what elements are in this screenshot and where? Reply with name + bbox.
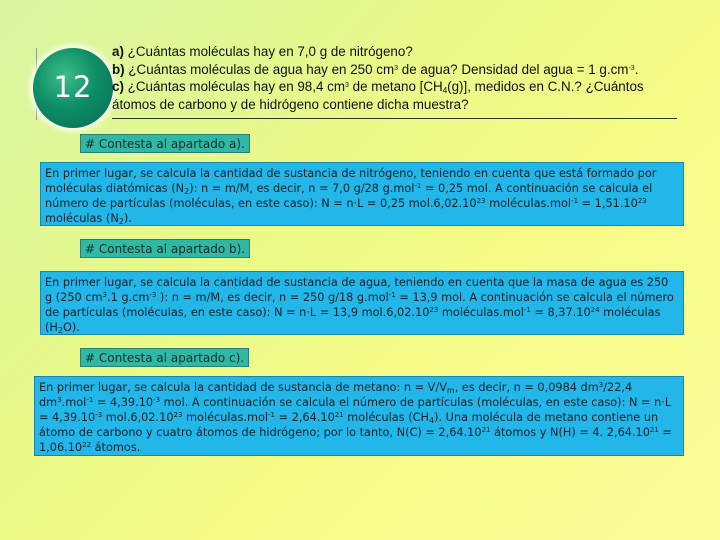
statement-c-text: ¿Cuántas moléculas hay en 98,4 cm — [127, 79, 345, 94]
statement-a-text: ¿Cuántas moléculas hay en 7,0 g de nitrógeno? — [127, 44, 413, 59]
superscript: 24 — [590, 306, 600, 314]
subscript: 2 — [184, 187, 190, 196]
subscript: m — [446, 386, 455, 395]
answer-text: moléculas (H — [45, 306, 661, 334]
section-c-answer — [34, 376, 684, 456]
superscript: -1 — [86, 396, 94, 404]
answer-text: moléculas.mol — [438, 306, 524, 319]
superscript: 3 — [394, 64, 399, 72]
superscript: 23 — [476, 197, 486, 205]
statement-a-tag: a) — [112, 44, 124, 59]
superscript: 3 — [57, 396, 62, 404]
answer-text: moléculas (N — [45, 212, 119, 225]
superscript: -1 — [268, 411, 275, 419]
answer-text: , es decir, n = 0,0984 dm — [454, 381, 599, 394]
superscript: 3 — [598, 381, 604, 389]
superscript: -3 — [628, 64, 635, 72]
statement-c-tag: c) — [112, 79, 124, 94]
answer-text: En primer lugar, se calcula la cantidad de sustancia de agua, teniendo en cuenta que la masa de agua es 250 g (250 cm — [45, 276, 669, 304]
answer-text: ). Una molécula de metano contiene un átomo de carbono y cuatro átomos de hidrógeno; por lo tanto, N(C) = 2,64.10 — [39, 411, 659, 439]
superscript: -1 — [414, 182, 422, 190]
problem-number: 12 — [53, 70, 93, 104]
statement-b — [112, 61, 684, 79]
problem-statement — [112, 43, 684, 113]
subscript: 2 — [57, 326, 63, 335]
answer-text: O). — [63, 321, 80, 334]
section-c-header: # Contesta al apartado c). — [80, 348, 249, 367]
statement-c-text: de metano [CH — [348, 79, 443, 94]
superscript: 21 — [649, 426, 659, 434]
statement-b-tag: b) — [112, 61, 125, 77]
superscript: -3 — [149, 291, 157, 299]
answer-text: mol. A continuación se calcula el número de partículas (moléculas, en este caso): N = n·L = 4,39.10 — [39, 396, 672, 424]
answer-text: .1 g.cm — [107, 291, 150, 304]
answer-text: moléculas (CH — [343, 411, 429, 424]
answer-text: = 2,64.10 — [275, 411, 335, 424]
answer-text: .mol — [61, 396, 87, 409]
statement-a — [112, 43, 684, 61]
answer-text: mol.6,02.10 — [102, 411, 174, 424]
answer-text: = 4,39.10 — [93, 396, 154, 409]
section-b-header: # Contesta al apartado b). — [80, 239, 250, 258]
subscript: 2 — [118, 217, 124, 226]
answer-text: moléculas.mol — [182, 411, 269, 424]
answer-text: ): n = m/M, es decir, n = 250 g/18 g.mol — [156, 291, 389, 304]
answer-text: En primer lugar, se calcula la cantidad de sustancia de nitrógeno, teniendo en cuenta que está formado por moléculas diatómicas (N — [45, 167, 657, 195]
superscript: -1 — [388, 291, 396, 299]
statement-b-text: de agua? Densidad del agua = 1 g.cm — [398, 61, 629, 77]
superscript: -3 — [95, 411, 103, 419]
superscript: 21 — [481, 426, 491, 434]
section-a-header: # Contesta al apartado a). — [80, 134, 250, 153]
superscript: 23 — [637, 197, 647, 205]
statement-b-text: ¿Cuántas moléculas de agua hay en 250 cm — [128, 61, 395, 77]
superscript: 3 — [345, 82, 349, 89]
superscript: 3 — [102, 291, 108, 299]
subscript: 4 — [429, 416, 435, 425]
statement-c-text: (g)], medidos en C.N.? ¿Cuántos átomos de carbono y de hidrógeno contiene dicha muestra? — [112, 79, 644, 112]
answer-text: /22,4 dm — [39, 381, 633, 409]
answer-text: ): n = m/M, es decir, n = 7,0 g/28 g.mol — [189, 182, 415, 195]
answer-text: moléculas.mol — [485, 197, 572, 210]
superscript: 23 — [173, 411, 183, 419]
statement-b-text: . — [634, 61, 639, 77]
answer-text: átomos y N(H) = 4. 2,64.10 — [490, 426, 650, 439]
answer-text: ). — [123, 212, 132, 225]
answer-text: = 0,25 mol. A continuación se calcula el número de partículas (moléculas, en este caso): N = n·L = 0,25 mol.6,02.10 — [45, 182, 653, 210]
subscript: 4 — [442, 86, 448, 95]
answer-text: átomos. — [91, 441, 141, 454]
statement-divider — [112, 118, 677, 119]
superscript: 22 — [82, 441, 92, 449]
problem-number-badge — [33, 48, 113, 128]
superscript: -1 — [523, 306, 531, 314]
answer-text: = 1,06.10 — [39, 426, 672, 454]
superscript: -3 — [153, 396, 161, 404]
superscript: -1 — [571, 197, 579, 205]
answer-text: = 13,9 mol. A continuación se calcula el número de partículas (moléculas, en este caso): N = n·L = 13,9 mol.6,02.10 — [45, 291, 674, 319]
answer-text: En primer lugar, se calcula la cantidad de sustancia de metano: n = V/V — [39, 381, 447, 394]
answer-text: = 1,51.10 — [578, 197, 638, 210]
section-b-answer — [40, 271, 684, 335]
superscript: 23 — [429, 306, 439, 314]
answer-text: = 8,37.10 — [530, 306, 591, 319]
superscript: 21 — [334, 411, 344, 419]
statement-c — [112, 78, 684, 113]
section-a-answer — [40, 162, 684, 226]
